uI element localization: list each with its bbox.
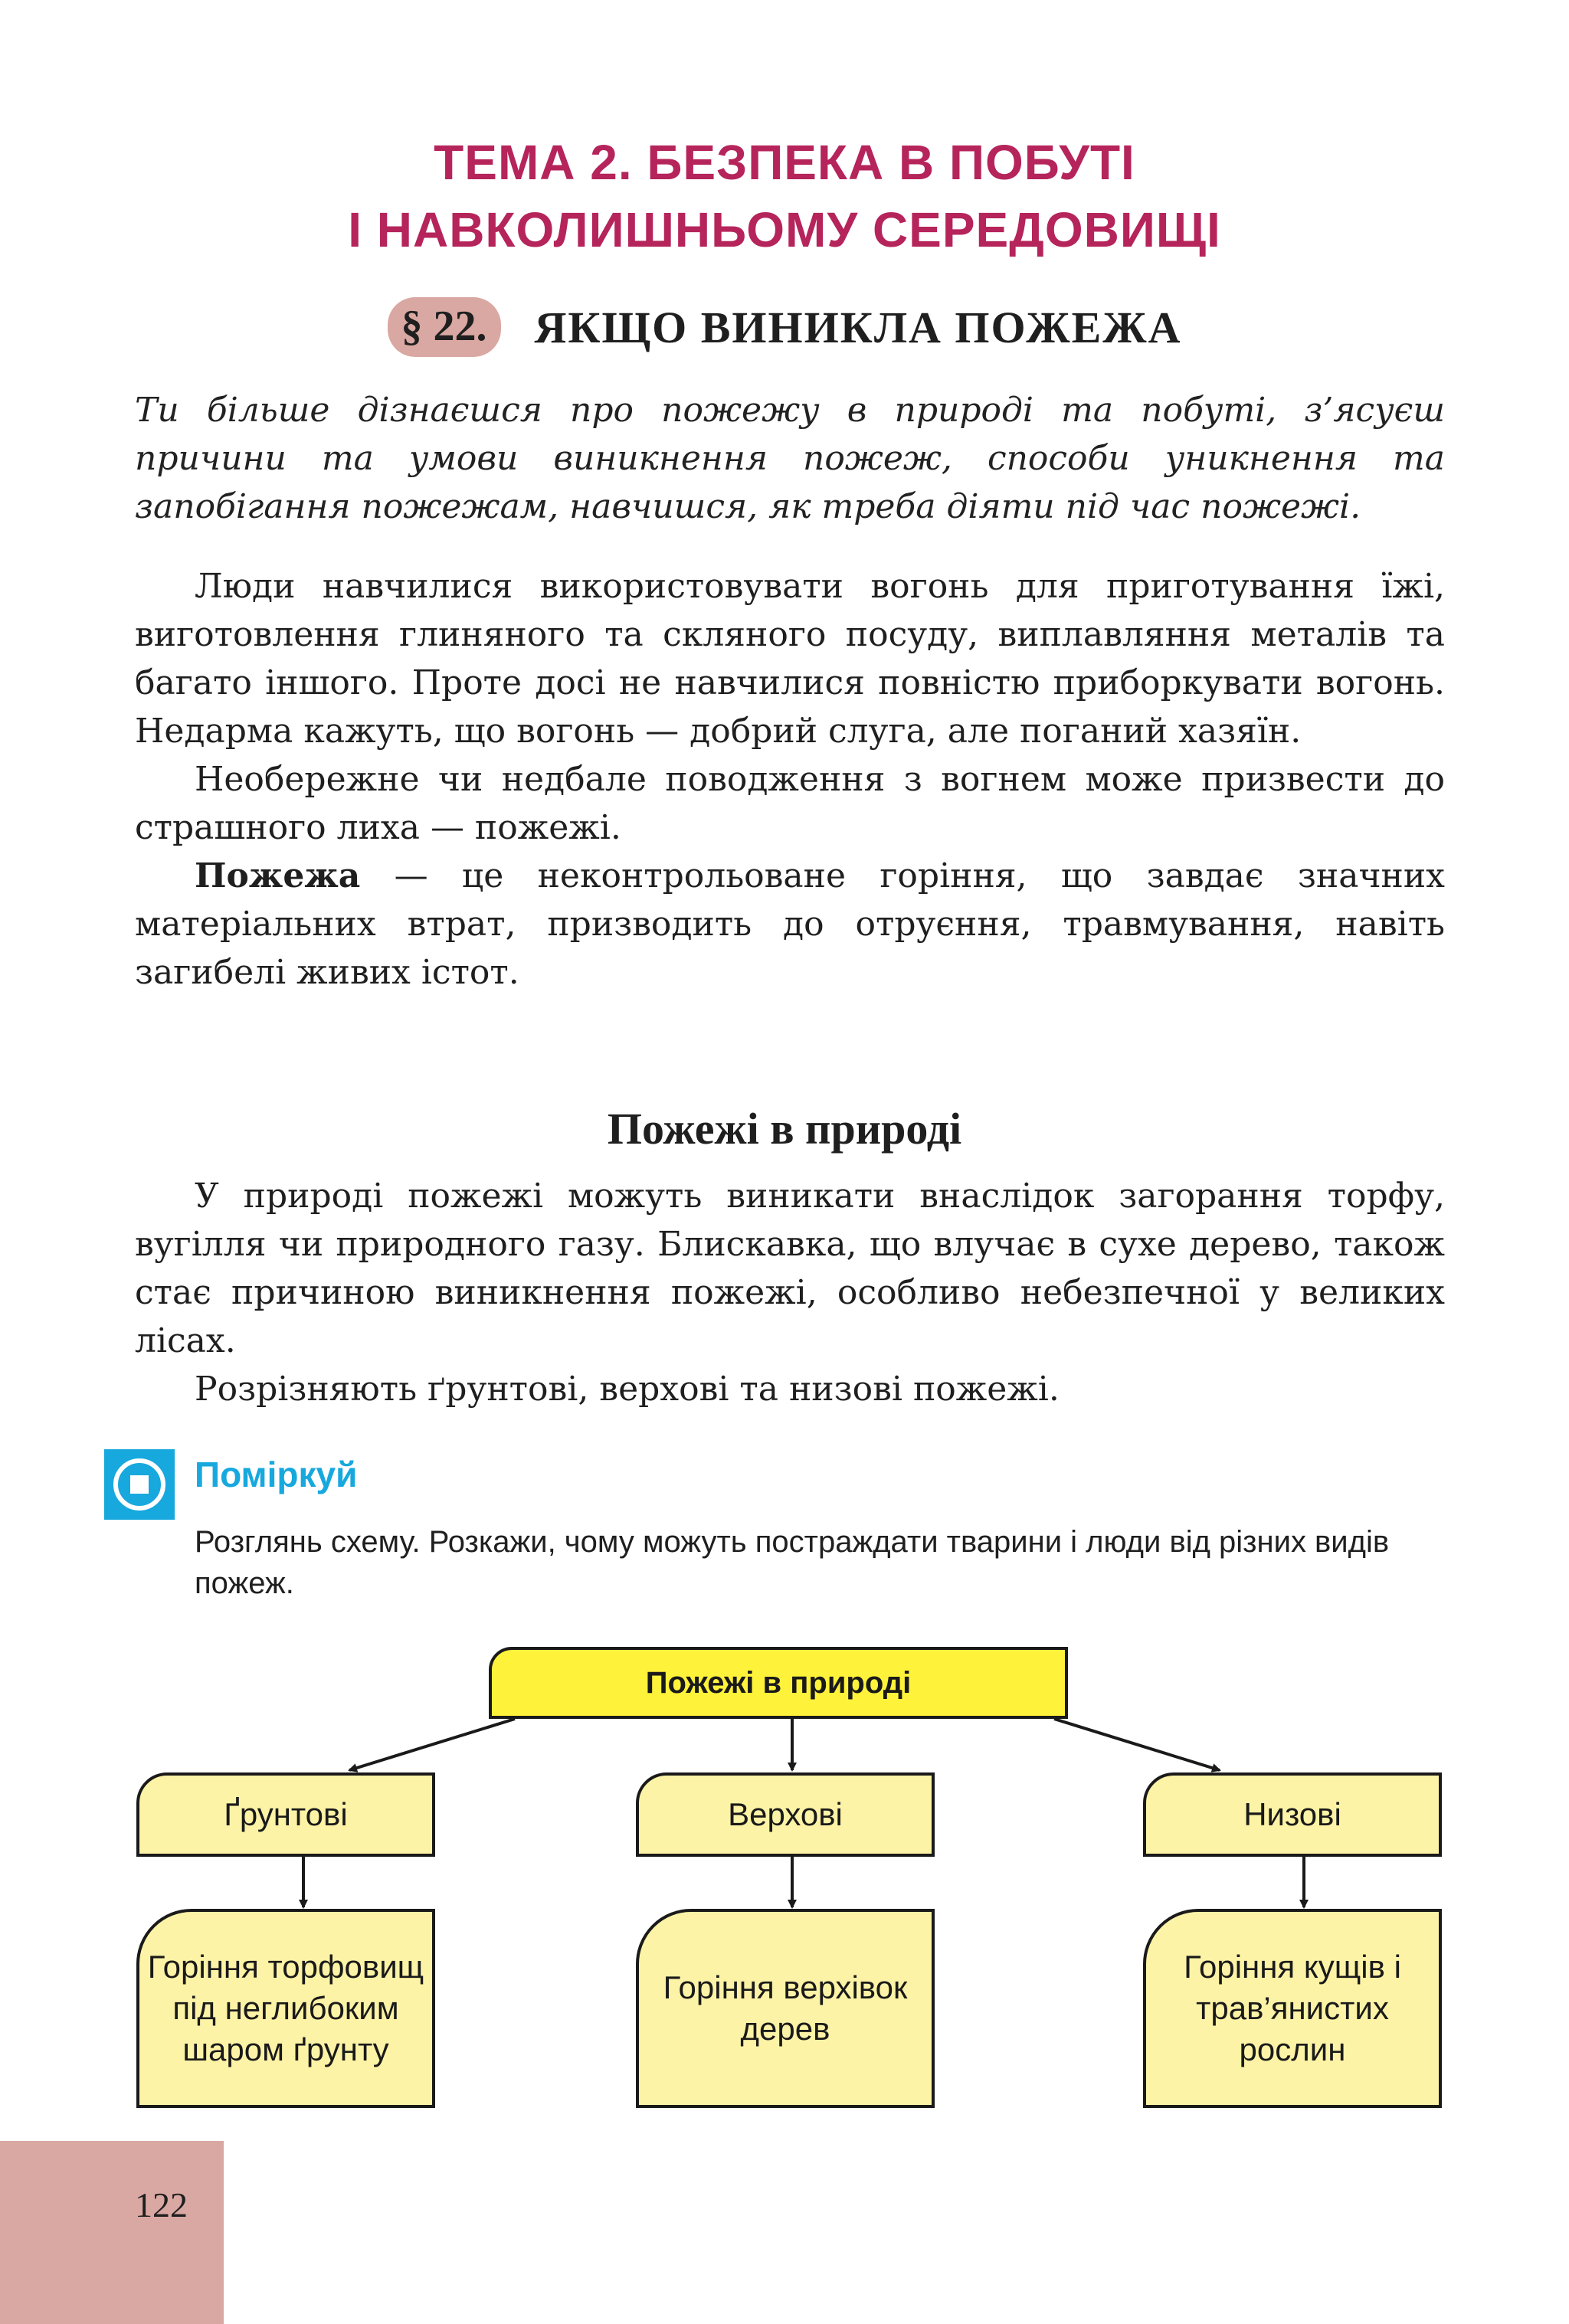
scheme-desc-ground: Горіння торфовищ під неглибоким шаром ґрунту [136, 1909, 435, 2108]
paragraph-definition [135, 852, 1445, 997]
paragraph: Необережне чи недбале поводження з вогнем може призвести до страшного лиха — пожежі. [135, 760, 1445, 847]
term-pozhezha: Пожежа [195, 856, 361, 895]
page-number-tab [0, 2141, 224, 2324]
intro-text [135, 386, 1445, 531]
nature-paragraphs [135, 1172, 1445, 1413]
page-number: 122 [135, 2185, 188, 2224]
topic-title-line-1: ТЕМА 2. БЕЗПЕКА В ПОБУТІ [434, 135, 1135, 190]
paragraph: У природі пожежі можуть виникати внаслідок загорання торфу, вугілля чи природного газу. Блискавка, що влучає в сухе дерево, також стає причиною виникнення пожежі, особливо небезпечної у великих лісах. [135, 1177, 1445, 1360]
intro-line: запобігання пожежам, навчишся, як треба діяти під час пожежі. [135, 487, 1361, 526]
arrow-root-to-surface [1054, 1719, 1220, 1770]
intro-line: причини та умови виникнення пожеж, способи уникнення та [135, 439, 1445, 478]
section-title: ЯКЩО ВИНИКЛА ПОЖЕЖА [534, 302, 1182, 352]
scheme-desc-crown: Горіння верхівок дерев [636, 1909, 935, 2108]
definition-text: — це неконтрольоване горіння, що завдає значних матеріальних втрат, призводить до отруєння, травмування, навіть загибелі живих істот. [135, 856, 1445, 992]
section-heading [0, 297, 1569, 357]
body-paragraphs [135, 562, 1445, 997]
scheme-type-surface: Низові [1143, 1772, 1442, 1857]
paragraph: Люди навчилися використовувати вогонь для приготування їжі, виготовлення глиняного та скляного посуду, виплавляння металів та багато іншого. Проте досі не навчилися повністю приборкувати вогонь. Недарма кажуть, що вогонь — добрий слуга, але поганий хазяїн. [135, 567, 1445, 751]
think-task-text: Розглянь схему. Розкажи, чому можуть постраждати тварини і люди від різних видів пожеж. [195, 1525, 1390, 1600]
scheme-root-node: Пожежі в природі [489, 1647, 1068, 1719]
scheme-type-crown: Верхові [636, 1772, 935, 1857]
subheading-nature-fires: Пожежі в природі [607, 1104, 962, 1154]
topic-title [0, 129, 1569, 263]
topic-title-line-2: І НАВКОЛИШНЬОМУ СЕРЕДОВИЩІ [348, 202, 1221, 257]
arrow-root-to-ground [349, 1719, 515, 1770]
scheme-desc-surface: Горіння кущів і трав’янистих рослин [1143, 1909, 1442, 2108]
scheme-type-ground: Ґрунтові [136, 1772, 435, 1857]
think-label: Поміркуй [195, 1455, 358, 1494]
intro-line: Ти більше дізнаєшся про пожежу в природі та побуті, з’ясуєш [135, 391, 1445, 430]
section-number-badge: § 22. [388, 297, 501, 357]
think-icon [104, 1449, 175, 1520]
paragraph: Розрізняють ґрунтові, верхові та низові пожежі. [195, 1370, 1060, 1409]
